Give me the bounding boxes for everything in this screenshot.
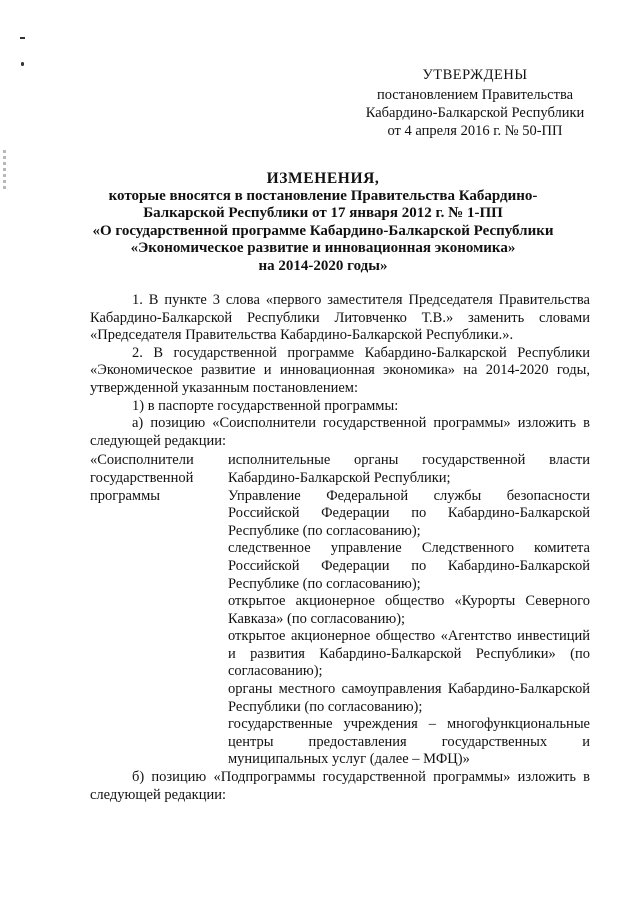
table-item: государственные учреждения – многофункциональные центры предоставления государственных и муниципальных услуг (далее – МФЦ)» (228, 716, 590, 768)
scan-mark (20, 37, 25, 39)
approval-heading: УТВЕРЖДЕНЫ (422, 67, 528, 83)
approval-line: от 4 апреля 2016 г. № 50-ПП (387, 123, 563, 139)
table-item: следственное управление Следственного комитета Российской Федерации по Кабардино-Балкарской Республике (по согласованию); (228, 540, 590, 592)
margin-stamp (3, 150, 6, 192)
scan-mark (21, 62, 24, 66)
table-right-column (228, 452, 590, 769)
paragraph-1: 1. В пункте 3 слова «первого заместителя Председателя Правительства Кабардино-Балкарской Республики Литовченко Т.В.» заменить словами «Председателя Правительства Кабардино-Балкарской Республики.». (90, 292, 590, 344)
title-line: «О государственной программе Кабардино-Балкарской Республики (92, 222, 554, 239)
title-line: Балкарской Республики от 17 января 2012 г. № 1-ПП (143, 205, 503, 221)
coexecutors-table (90, 452, 590, 769)
title-line: которые вносятся в постановление Правительства Кабардино- (108, 187, 538, 204)
paragraph-4: а) позицию «Соисполнители государственной программы» изложить в следующей редакции: (90, 415, 590, 449)
approval-line: Кабардино-Балкарской Республики (365, 105, 585, 121)
paragraph-3: 1) в паспорте государственной программы: (132, 397, 399, 414)
table-item: органы местного самоуправления Кабардино-Балкарской Республики (по согласованию); (228, 681, 590, 715)
table-item: Управление Федеральной службы безопасности Российской Федерации по Кабардино-Балкарской Республике (по согласованию); (228, 487, 590, 539)
table-item: открытое акционерное общество «Курорты Северного Кавказа» (по согласованию); (228, 593, 590, 627)
table-item: открытое акционерное общество «Агентство инвестиций и развития Кабардино-Балкарской Республики» (по согласованию); (228, 628, 590, 680)
approval-block (360, 66, 590, 140)
title-main: ИЗМЕНЕНИЯ, (266, 170, 380, 187)
document-body (90, 292, 590, 804)
table-item: исполнительные органы государственной власти Кабардино-Балкарской Республики; (228, 452, 590, 486)
paragraph-2: 2. В государственной программе Кабардино-Балкарской Республики «Экономическое развитие и инновационная экономика» на 2014-2020 годы, утвержденной указанным постановлением: (90, 344, 590, 396)
approval-line: постановлением Правительства (376, 87, 574, 103)
table-left-label: «Соисполнители государственной программы (90, 452, 194, 504)
title-line: на 2014-2020 годы» (258, 257, 388, 274)
title-line: «Экономическое развитие и инновационная экономика» (130, 240, 516, 256)
paragraph-5: б) позицию «Подпрограммы государственной программы» изложить в следующей редакции: (90, 769, 590, 803)
document-title (78, 170, 568, 275)
